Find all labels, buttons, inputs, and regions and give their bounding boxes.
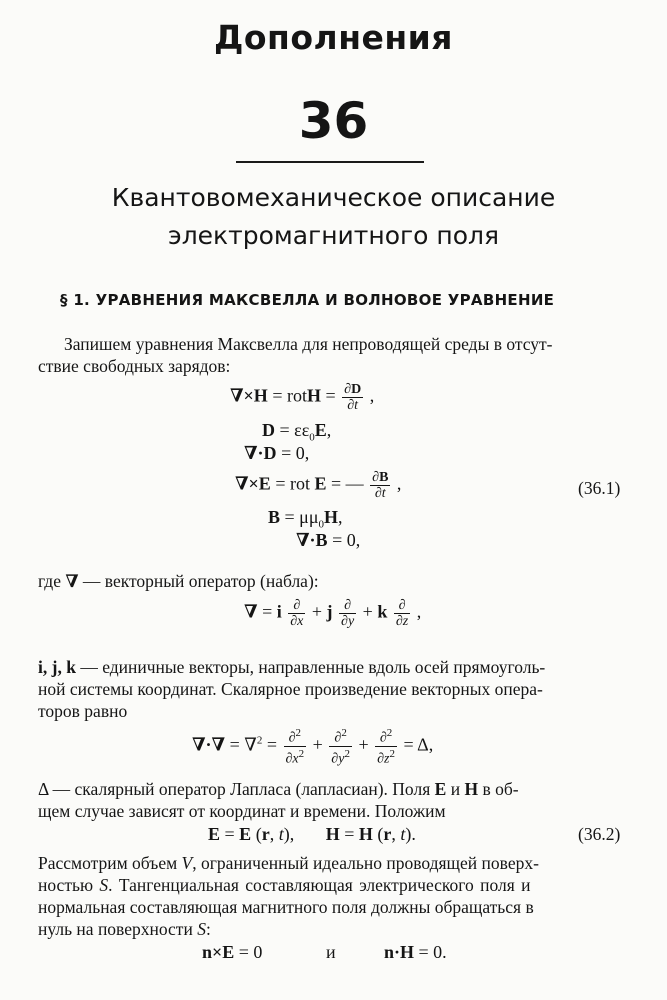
chapter-rule bbox=[236, 161, 424, 163]
intro-line-1: Запишем уравнения Максвелла для непроводящей среды в отсут- bbox=[64, 334, 553, 354]
unit-vectors-line-1: i, j, k — единичные векторы, направленные вдоль осей прямоуголь- bbox=[38, 657, 546, 677]
maxwell-eq-4: ∇×E = rot E = — $\frac{\partial B}{\partial t}$ , bbox=[235, 470, 402, 501]
chapter-title-line1: Квантовомеханическое описание bbox=[111, 183, 556, 212]
laplace-line-1: Δ — скалярный оператор Лапласа (лапласиан). Поля E и H в об- bbox=[38, 779, 519, 799]
volume-line-2: ностью S. Тангенциальная составляющая электрического поля и bbox=[38, 875, 531, 895]
unit-vectors-line-2: ной системы координат. Скалярное произведение векторных опера- bbox=[38, 679, 543, 699]
part-title: Дополнения bbox=[214, 18, 453, 57]
intro-line-2: ствие свободных зарядов: bbox=[38, 356, 231, 376]
volume-line-4: нуль на поверхности S: bbox=[38, 919, 211, 939]
nabla-equation: ∇ = i $\frac{\partial}{\partial x}$ + j $\frac{\partial}{\partial y}$ + k $\frac{\partial}{\partial z}$ , bbox=[244, 598, 422, 629]
maxwell-eq-1: ∇×H = rotH = $\frac{\partial D}{\partial t}$ , bbox=[230, 382, 375, 413]
maxwell-eq-5: $B = \mu\mu_0H$, bbox=[268, 507, 343, 531]
volume-line-3: нормальная составляющая магнитного поля должны обращаться в bbox=[38, 897, 534, 917]
laplacian-equation: ∇·∇ = ∇$^2$ = $\frac{\partial^2}{\partial x^2}$ + $\frac{\partial^2}{\partial y^2}$ + $\frac{\partial^2}{\partial z^2}$ = Δ, bbox=[192, 727, 434, 767]
boundary-condition-e: n×E = 0 bbox=[202, 942, 263, 962]
fields-equation: E = E (r, t), H = H (r, t). bbox=[208, 824, 416, 844]
equation-number-36-1: (36.1) bbox=[578, 478, 621, 498]
chapter-number: 36 bbox=[298, 92, 369, 150]
boundary-condition-h: n·H = 0. bbox=[384, 942, 447, 962]
nabla-line: где ∇ — векторный оператор (набла): bbox=[38, 571, 319, 591]
maxwell-eq-2: $D = \varepsilon\varepsilon_0E$, bbox=[262, 420, 332, 444]
maxwell-eq-3: ∇·D = 0, bbox=[244, 443, 310, 463]
laplace-line-2: щем случае зависят от координат и времени. Положим bbox=[38, 801, 446, 821]
boundary-and: и bbox=[326, 942, 336, 962]
chapter-title-line2: электромагнитного поля bbox=[167, 221, 500, 250]
section-heading: § 1. УРАВНЕНИЯ МАКСВЕЛЛА И ВОЛНОВОЕ УРАВНЕНИЕ bbox=[60, 291, 555, 309]
maxwell-eq-6: ∇·B = 0, bbox=[296, 530, 361, 550]
equation-number-36-2: (36.2) bbox=[578, 824, 621, 844]
unit-vectors-line-3: торов равно bbox=[38, 701, 128, 721]
volume-line-1: Рассмотрим объем V, ограниченный идеально проводящей поверх- bbox=[38, 853, 539, 873]
